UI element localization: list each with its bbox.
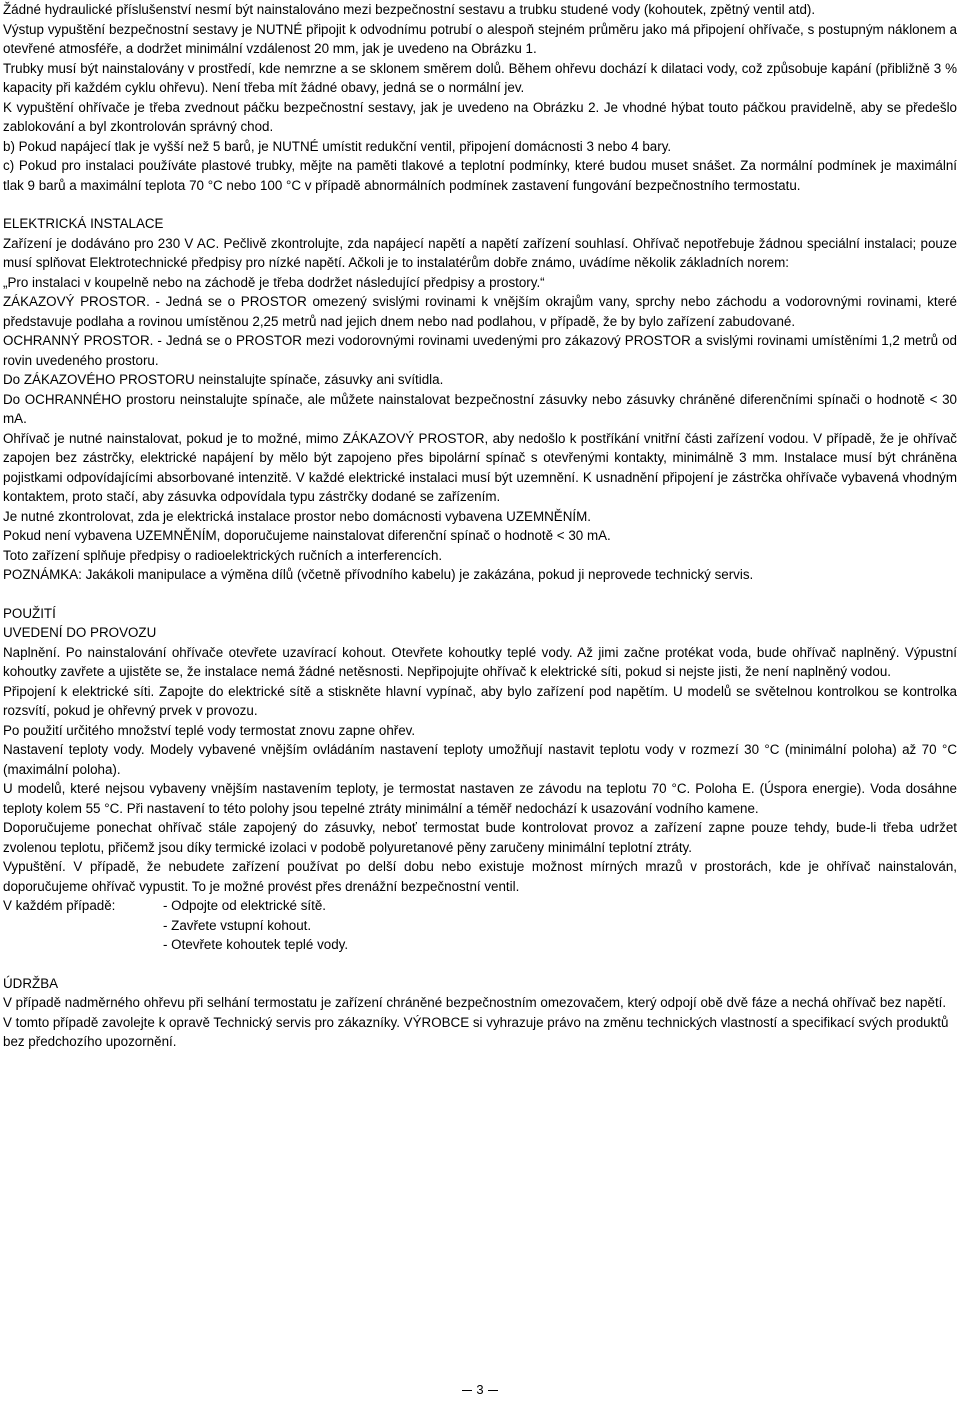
paragraph: Nastavení teploty vody. Modely vybavené vnějším ovládáním nastavení teploty umožňují nastavit teplotu vody v rozmezí 30 °C (minimální poloha) až 70 °C (maximální poloha). [3, 742, 957, 777]
paragraph: „Pro instalaci v koupelně nebo na záchodě je třeba dodržet následující předpisy a prostory.“ [3, 274, 545, 290]
paragraph: Doporučujeme ponechat ohřívač stále zapojený do zásuvky, neboť termostat bude kontrolovat provoz a zařízení zapne pouze tehdy, bude-li třeba udržet zvolenou teplotu, přičemž jsou díky termické izolaci v podobě polyuretanové pěny zaručeny minimální teplotní ztráty. [3, 820, 957, 855]
page-number: 3 [476, 1382, 484, 1397]
list-item-text: - Otevřete kohoutek teplé vody. [163, 937, 349, 952]
page-footer [0, 1382, 960, 1398]
list-item [3, 896, 957, 916]
paragraph: Do OCHRANNÉHO prostoru neinstalujte spínače, ale můžete nainstalovat bezpečnostní zásuvky nebo zásuvky chráněné diferenčními spínači o hodnotě < 30 mA. [3, 391, 957, 426]
paragraph: OCHRANNÝ PROSTOR. - Jedná se o PROSTOR mezi vodorovnými rovinami uvedenými pro zákazový PROSTOR a svislými rovinami umístěními 1,2 metrů od rovin uvedeného prostoru. [3, 333, 957, 368]
section-heading: POUŽITÍ [3, 605, 56, 621]
paragraph: Zařízení je dodáváno pro 230 V AC. Pečlivě zkontrolujte, zda napájecí napětí a napětí zařízení souhlasí. Ohřívač nepotřebuje žádnou speciální instalaci; pouze musí splňovat Elektrotechnické předpisy pro nízké napětí. Ačkoli je to instalatérům dobře známo, uvádíme několik základních norem: [3, 235, 957, 270]
paragraph: K vypuštění ohřívače je třeba zvednout páčku bezpečnostní sestavy, jak je uvedeno na Obrázku 2. Je vhodné hýbat touto páčkou pravidelně, aby se předešlo zablokování a byl zkontrolován správný chod. [3, 99, 957, 134]
paragraph: Ohřívač je nutné nainstalovat, pokud je to možné, mimo ZÁKAZOVÝ PROSTOR, aby nedošlo k postříkání vnitřní části zařízení vodou. V případě, že je ohřívač zapojen bez zástrčky, elektrické napájení by mělo být zapojeno přes bipolární spínač s otevřenými kontakty, minimálně 3 mm. Instalace musí být chráněna pojistkami odpovídajícími absorbované intenzitě. V každé elektrické instalaci musí být uzemnění. K usnadnění připojení je zástrčka ohřívače vybavená vhodným kontaktem, proto stačí, aby zásuvka odpovídala typu zástrčky dodané se zařízením. [3, 430, 957, 504]
electrical-section [3, 214, 957, 585]
list-lead: V každém případě: [3, 898, 116, 913]
paragraph: Výstup vypuštění bezpečnostní sestavy je NUTNÉ připojit k odvodnímu potrubí o alespoň stejném průměru jako má připojení ohřívače, s postupným náklonem a otevřené atmosféře, a dodržet minimální vzdálenost 20 mm, jak je uvedeno na Obrázku 1. [3, 21, 957, 56]
paragraph: POZNÁMKA: Jakákoli manipulace a výměna dílů (včetně přívodního kabelu) je zakázána, pokud ji neprovede technický servis. [3, 567, 754, 582]
paragraph: Připojení k elektrické síti. Zapojte do elektrické sítě a stiskněte hlavní vypínač, aby bylo zařízení pod napětím. U modelů se světelnou kontrolkou se kontrolka rozsvítí, pokud je ohřevný prvek v provozu. [3, 683, 957, 718]
maintenance-section [3, 974, 957, 1052]
paragraph: V případě nadměrného ohřevu při selhání termostatu je zařízení chráněné bezpečnostním omezovačem, který odpojí obě dvě fáze a nechá ohřívač bez napětí. V tomto případě zavolejte k opravě Technický servis pro zákazníky. VÝROBCE si vyhrazuje právo na změnu technických vlastností a specifikací svých produktů bez předchozího upozornění. [3, 995, 949, 1049]
paragraph: b) Pokud napájecí tlak je vyšší než 5 barů, je NUTNÉ umístit redukční ventil, připojení domácnosti 3 nebo 4 bary. [3, 138, 672, 154]
list-item-text: - Zavřete vstupní kohout. [163, 917, 312, 933]
document-page [3, 0, 957, 1052]
paragraph: U modelů, které nejsou vybaveny vnějším nastavením teploty, je termostat nastaven ze závodu na teplotu 70 °C. Poloha E. (Úspora energie). Voda dosáhne teploty kolem 55 °C. Při nastavení to této polohy jsou tepelné ztráty minimální a téměř nedochází k usazování vodního kamene. [3, 781, 957, 816]
section-heading: ELEKTRICKÁ INSTALACE [3, 216, 164, 231]
section-subheading: UVEDENÍ DO PROVOZU [3, 625, 157, 640]
list-item-text: - Odpojte od elektrické sítě. [163, 898, 326, 913]
paragraph: Do ZÁKAZOVÉHO PROSTORU neinstalujte spínače, zásuvky ani svítidla. [3, 372, 444, 387]
paragraph: Toto zařízení splňuje předpisy o radioelektrických ručních a interferencích. [3, 547, 443, 563]
paragraph: Je nutné zkontrolovat, zda je elektrická instalace prostor nebo domácnosti vybavena UZEMNĚNÍM. [3, 508, 591, 524]
paragraph: Pokud není vybavena UZEMNĚNÍM, doporučujeme nainstalovat diferenční spínač o hodnotě < 30 mA. [3, 528, 611, 543]
paragraph: Žádné hydraulické příslušenství nesmí být nainstalováno mezi bezpečnostní sestavu a trubku studené vody (kohoutek, zpětný ventil atd). [3, 2, 816, 17]
paragraph: Vypuštění. V případě, že nebudete zařízení používat po delší dobu nebo existuje možnost mírných mrazů v prostorách, kde je ohřívač nainstalován, doporučujeme ohřívač vypustit. To je možné provést přes drenážní bezpečnostní ventil. [3, 859, 957, 894]
paragraph: ZÁKAZOVÝ PROSTOR. - Jedná se o PROSTOR omezený svislými rovinami k vnějším okrajům vany, sprchy nebo záchodu a vodorovnými rovinami, které představuje podlaha a rovinou umístěnou 2,25 metrů nad jejich dnem nebo nad podlahou, v případě, že by bylo zařízení zabudované. [3, 294, 957, 329]
section-heading: ÚDRŽBA [3, 975, 59, 991]
paragraph: Naplnění. Po nainstalování ohřívače otevřete uzavírací kohout. Otevřete kohoutky teplé vody. Až jimi začne protékat voda, bude ohřívač naplněný. Výpustní kohoutky zavřete a ujistěte se, že instalace nemá žádné netěsnosti. Nepřipojujte ohřívač k elektrické síti, pokud si nejste jisti, že není naplněný vodou. [3, 644, 957, 679]
paragraph: Trubky musí být nainstalovány v prostředí, kde nemrzne a se sklonem směrem dolů. Během ohřevu dochází k dilataci vody, což způsobuje kapání (přibližně 3 % kapacity při každém cyklu ohřevu). Není třeba mít žádné obavy, jedná se o normální jev. [3, 60, 957, 95]
paragraph: Po použití určitého množství teplé vody termostat znovu zapne ohřev. [3, 722, 416, 738]
paragraph: c) Pokud pro instalaci používáte plastové trubky, mějte na paměti tlakové a teplotní podmínky, které budou muset snášet. Za normální podmínek je maximální tlak 9 barů a maximální teplota 70 °C nebo 100 °C v případě abnormálních podmínek zastavení fungování bezpečnostního termostatu. [3, 158, 957, 193]
installation-continued-section [3, 0, 957, 195]
steps-list [3, 896, 957, 955]
usage-section [3, 604, 957, 955]
list-item [3, 916, 957, 936]
list-item [3, 935, 957, 955]
